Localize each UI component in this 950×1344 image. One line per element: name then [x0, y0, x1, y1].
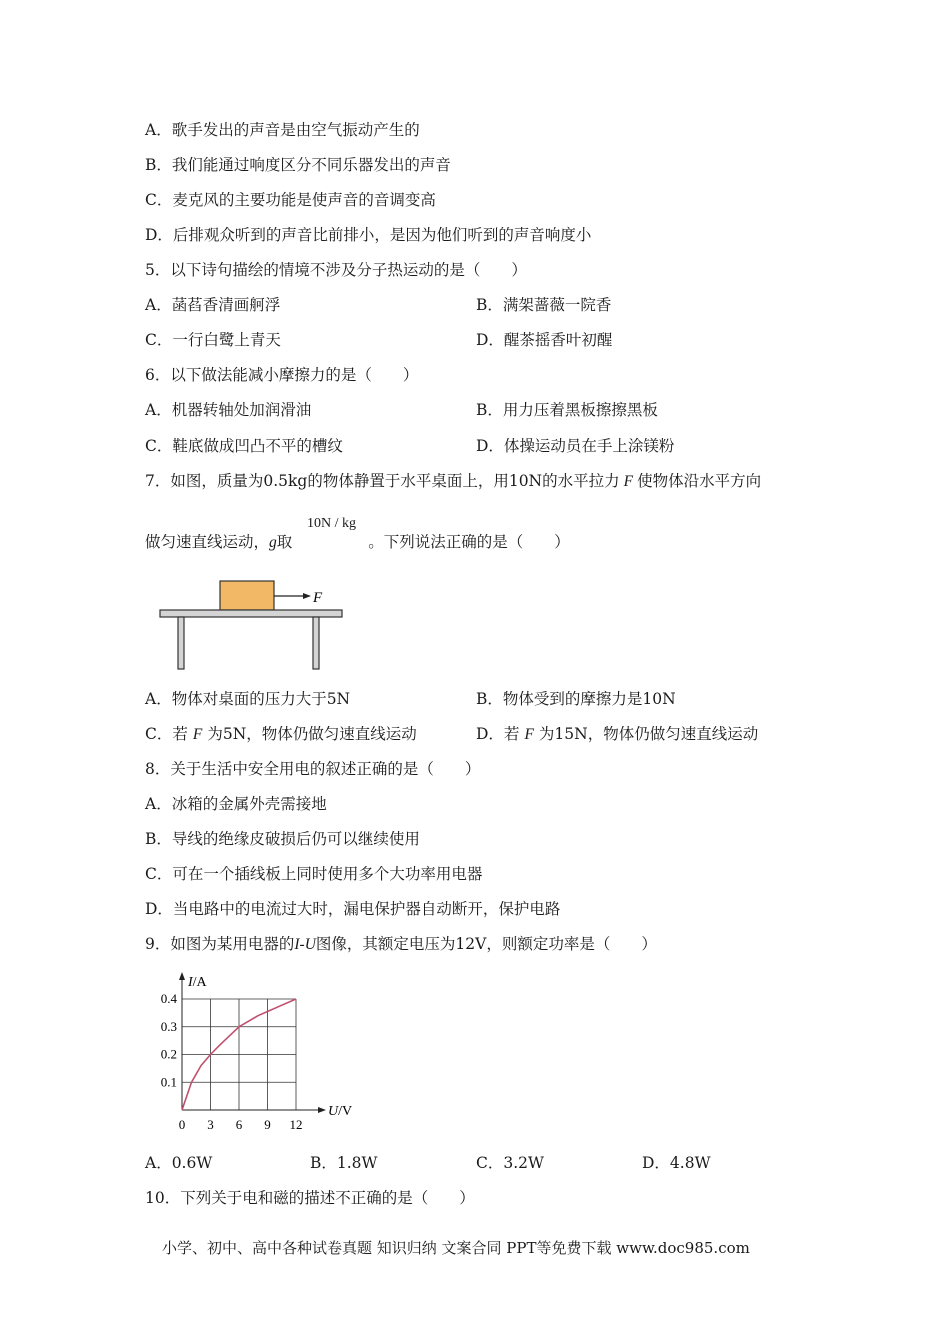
q7-option-c-force: F	[192, 726, 203, 743]
q7-stem-line1	[145, 471, 761, 492]
q8-option-b: B．导线的绝缘皮破损后仍可以继续使用	[145, 830, 420, 848]
q8-option-d: D．当电路中的电流过大时，漏电保护器自动断开，保护电路	[145, 900, 561, 918]
q6-option-b: B．用力压着黑板擦擦黑板	[476, 401, 658, 419]
x-tick-label: 6	[235, 1117, 243, 1132]
y-tick-label: 0.4	[160, 991, 177, 1006]
q5-option-a: A．菡萏香清画舸浮	[145, 296, 281, 314]
q7-g-symbol: g	[269, 534, 277, 551]
table-top	[160, 610, 342, 617]
q7-stem-line2	[145, 532, 570, 553]
q9-iu-label: I-U	[294, 936, 316, 953]
iu-chart	[150, 968, 370, 1138]
q9-option-a: A．0.6W	[145, 1154, 213, 1172]
q9-option-d: D．4.8W	[642, 1154, 711, 1172]
q7-option-d: D．若 F 为15N，物体仍做匀速直线运动	[476, 725, 759, 743]
q7-option-a: A．物体对桌面的压力大于5N	[145, 690, 351, 708]
q6-option-c: C．鞋底做成凹凸不平的槽纹	[145, 437, 343, 455]
force-arrowhead	[303, 593, 311, 599]
q6-option-a: A．机器转轴处加润滑油	[145, 401, 312, 419]
q7-figure	[155, 578, 350, 672]
x-axis-arrow	[318, 1107, 326, 1113]
q7-option-d-force: F	[524, 726, 534, 743]
y-tick-label: 0.1	[160, 1074, 177, 1090]
q4-option-c: C．麦克风的主要功能是使声音的音调变高	[145, 191, 436, 209]
q7-option-c: C．若 F 为5N，物体仍做匀速直线运动	[145, 725, 417, 743]
q7-stem-line2-c: 。下列说法正确的是（ ）	[368, 533, 570, 551]
q7-stem-line2-a: 做匀速直线运动，	[145, 533, 270, 551]
x-tick-label: 12	[289, 1117, 303, 1132]
q4-option-a: A．歌手发出的声音是由空气振动产生的	[145, 121, 420, 139]
chart-grid	[182, 999, 296, 1110]
q9-option-c: C．3.2W	[476, 1154, 544, 1172]
chart-axes	[179, 972, 352, 1119]
q10-stem: 10．下列关于电和磁的描述不正确的是（ ）	[145, 1189, 475, 1207]
q7-stem-line2-b: 取	[276, 533, 293, 551]
q4-option-d: D．后排观众听到的声音比前排小，是因为他们听到的声音响度小	[145, 226, 592, 244]
q7-stem-part2: 使物体沿水平方向	[637, 472, 762, 490]
q7-g-value: 10N / kg	[307, 516, 356, 531]
q9-option-b: B．1.8W	[310, 1154, 378, 1172]
q5-stem: 5．以下诗句描绘的情境不涉及分子热运动的是（ ）	[145, 261, 527, 279]
q8-stem: 8．关于生活中安全用电的叙述正确的是（ ）	[145, 760, 481, 778]
table-leg-right	[313, 617, 319, 669]
q6-stem: 6．以下做法能减小摩擦力的是（ ）	[145, 366, 419, 384]
q5-option-c: C．一行白鹭上青天	[145, 331, 281, 349]
q7-force-symbol: F	[623, 473, 634, 490]
q6-option-d: D．体操运动员在手上涂镁粉	[476, 437, 675, 455]
q5-option-d: D．醒茶摇香叶初醒	[476, 331, 613, 349]
q4-option-b: B．我们能通过响度区分不同乐器发出的声音	[145, 156, 451, 174]
q7-stem-part1: 7．如图，质量为0.5kg的物体静置于水平桌面上，用10N的水平拉力	[145, 472, 620, 490]
table-leg-left	[178, 617, 184, 669]
page-footer: 小学、初中、高中各种试卷真题 知识归纳 文案合同 PPT等免费下载 www.doc985.com	[162, 1239, 750, 1257]
x-tick-label: 3	[207, 1117, 214, 1132]
y-tick-label: 0.3	[160, 1018, 177, 1034]
q8-option-a: A．冰箱的金属外壳需接地	[145, 795, 327, 813]
y-axis-label: I/A	[188, 975, 207, 990]
q8-option-c: C．可在一个插线板上同时使用多个大功率用电器	[145, 865, 483, 883]
block	[220, 581, 274, 610]
y-tick-label: 0.2	[160, 1046, 177, 1062]
y-axis-arrow	[179, 972, 185, 980]
x-axis-label: U/V	[328, 1104, 353, 1119]
x-tick-label: 0	[178, 1117, 186, 1132]
q5-option-b: B．满架蔷薇一院香	[476, 296, 612, 314]
x-tick-label: 9	[264, 1117, 271, 1132]
q7-option-b: B．物体受到的摩擦力是10N	[476, 690, 676, 708]
force-label: F	[313, 590, 323, 606]
q9-stem: 9．如图为某用电器的I-U图像，其额定电压为12V，则额定功率是（ ）	[145, 935, 657, 953]
